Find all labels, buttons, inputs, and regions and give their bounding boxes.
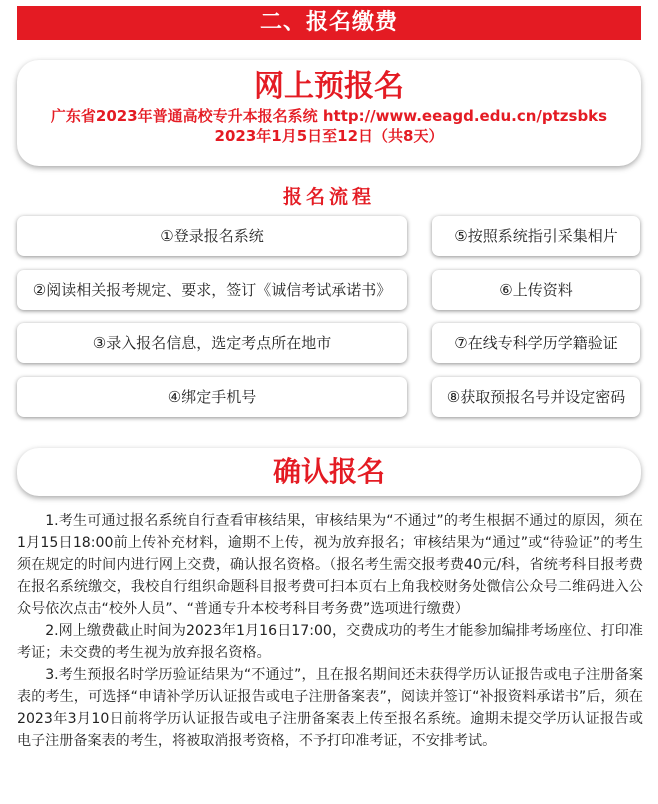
- online-registration-card: [17, 60, 641, 166]
- flow-step-4: ④绑定手机号: [17, 377, 407, 417]
- registration-dates: 2023年1月5日至12日（共8天）: [214, 127, 444, 145]
- flow-step-5: ⑤按照系统指引采集相片: [432, 216, 640, 256]
- instruction-paragraph-2: 2.网上缴费截止时间为2023年1月16日17:00，交费成功的考生才能参加编排考场座位、打印准考证；未交费的考生视为放弃报名资格。: [17, 623, 643, 661]
- instruction-paragraph-3: 3.考生预报名时学历验证结果为“不通过”，且在报名期间还未获得学历认证报告或电子注册备案表的考生，可选择“申请补学历认证报告或电子注册备案表”，阅读并签订“补报资料承诺书”后，须在2023年3月10日前将学历认证报告或电子注册备案表上传至报名系统。逾期未提交学历认证报告或电子注册备案表的考生，将被取消报考资格，不予打印准考证，不安排考试。: [17, 667, 643, 749]
- confirm-registration-card: [17, 448, 641, 496]
- flow-step-8: ⑧获取预报名号并设定密码: [432, 377, 640, 417]
- flow-step-3: ③录入报名信息，选定考点所在地市: [17, 323, 407, 363]
- flow-step-6: ⑥上传资料: [432, 270, 640, 310]
- online-registration-title: 网上预报名: [254, 69, 404, 104]
- confirm-instructions: [17, 510, 643, 752]
- flow-title: 报名流程: [282, 186, 375, 208]
- flow-step-1: ①登录报名系统: [17, 216, 407, 256]
- instruction-paragraph-1: 1.考生可通过报名系统自行查看审核结果，审核结果为“不通过”的考生根据不通过的原因，须在1月15日18:00前上传补充材料，逾期不上传，视为放弃报名；审核结果为“通过”或“待验证”的考生须在规定的时间内进行网上交费，确认报名资格。（报名考生需交报考费40元/科，省统考科目报考费在报名系统缴交，我校自行组织命题科目报考费可扫本页右上角我校财务处微信公众号二维码进入公众号依次点击“校外人员”、“普通专升本校考科目考务费”选项进行缴费）: [17, 513, 643, 617]
- flow-step-2: ②阅读相关报考规定、要求，签订《诚信考试承诺书》: [17, 270, 407, 310]
- registration-system-link[interactable]: 广东省2023年普通高校专升本报名系统 http://www.eeagd.edu.cn/ptzsbks: [50, 107, 608, 125]
- confirm-registration-title: 确认报名: [272, 455, 385, 488]
- section-banner: 二、报名缴费: [17, 6, 641, 40]
- flow-step-7: ⑦在线专科学历学籍验证: [432, 323, 640, 363]
